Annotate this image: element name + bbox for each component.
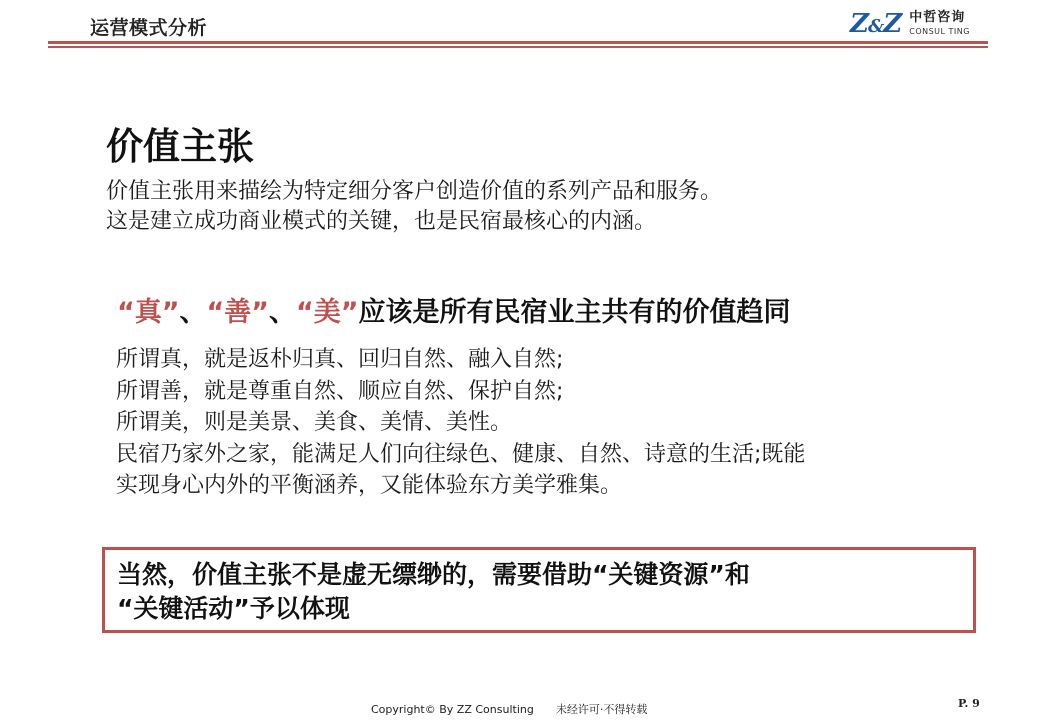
body-line: 实现身心内外的平衡涵养，又能体验东方美学雅集。 <box>116 473 623 498</box>
page-title: 价值主张 <box>106 125 254 168</box>
body-line: 所谓真，就是返朴归真、回归自然、融入自然; <box>116 347 564 372</box>
logo-mark: Z&Z <box>850 9 902 39</box>
body-line: 所谓善，就是尊重自然、顺应自然、保护自然; <box>116 378 564 404</box>
header-divider-thin <box>48 46 988 48</box>
section-title: 运营模式分析 <box>90 17 208 39</box>
callout-box <box>102 547 976 633</box>
header-divider <box>48 41 988 44</box>
logo-text <box>909 10 970 37</box>
page-number: P. 9 <box>958 697 980 710</box>
reproduction-notice: 未经许可·不得转载 <box>555 703 648 716</box>
footer-copyright <box>371 701 647 717</box>
copyright-text: Copyright© By ZZ Consulting <box>371 703 534 716</box>
callout-line: 当然，价值主张不是虚无缥缈的，需要借助“关键资源”和 <box>117 560 750 589</box>
logo-name-en: CONSUL TING <box>909 27 970 36</box>
subheading: “真”、“善”、“美”应该是所有民宿业主共有的价值趋同 <box>117 297 791 328</box>
highlight-shan: “善” <box>206 297 269 328</box>
logo-name-cn: 中哲咨询 <box>909 10 966 25</box>
intro-line: 价值主张用来描绘为特定细分客户创造价值的系列产品和服务。 <box>106 179 723 204</box>
body-line: 所谓美，则是美景、美食、美情、美性。 <box>116 410 513 435</box>
subheading-text: 应该是所有民宿业主共有的价值趋同 <box>358 297 791 328</box>
body-paragraph <box>116 344 805 502</box>
intro-paragraph <box>106 177 722 237</box>
body-line: 民宿乃家外之家，能满足人们向往绿色、健康、自然、诗意的生活;既能 <box>116 441 806 467</box>
company-logo <box>850 10 970 40</box>
intro-line: 这是建立成功商业模式的关键，也是民宿最核心的内涵。 <box>106 209 657 234</box>
callout-line: “关键活动”予以体现 <box>117 594 350 623</box>
highlight-zhen: “真” <box>117 297 180 328</box>
highlight-mei: “美” <box>296 297 359 328</box>
